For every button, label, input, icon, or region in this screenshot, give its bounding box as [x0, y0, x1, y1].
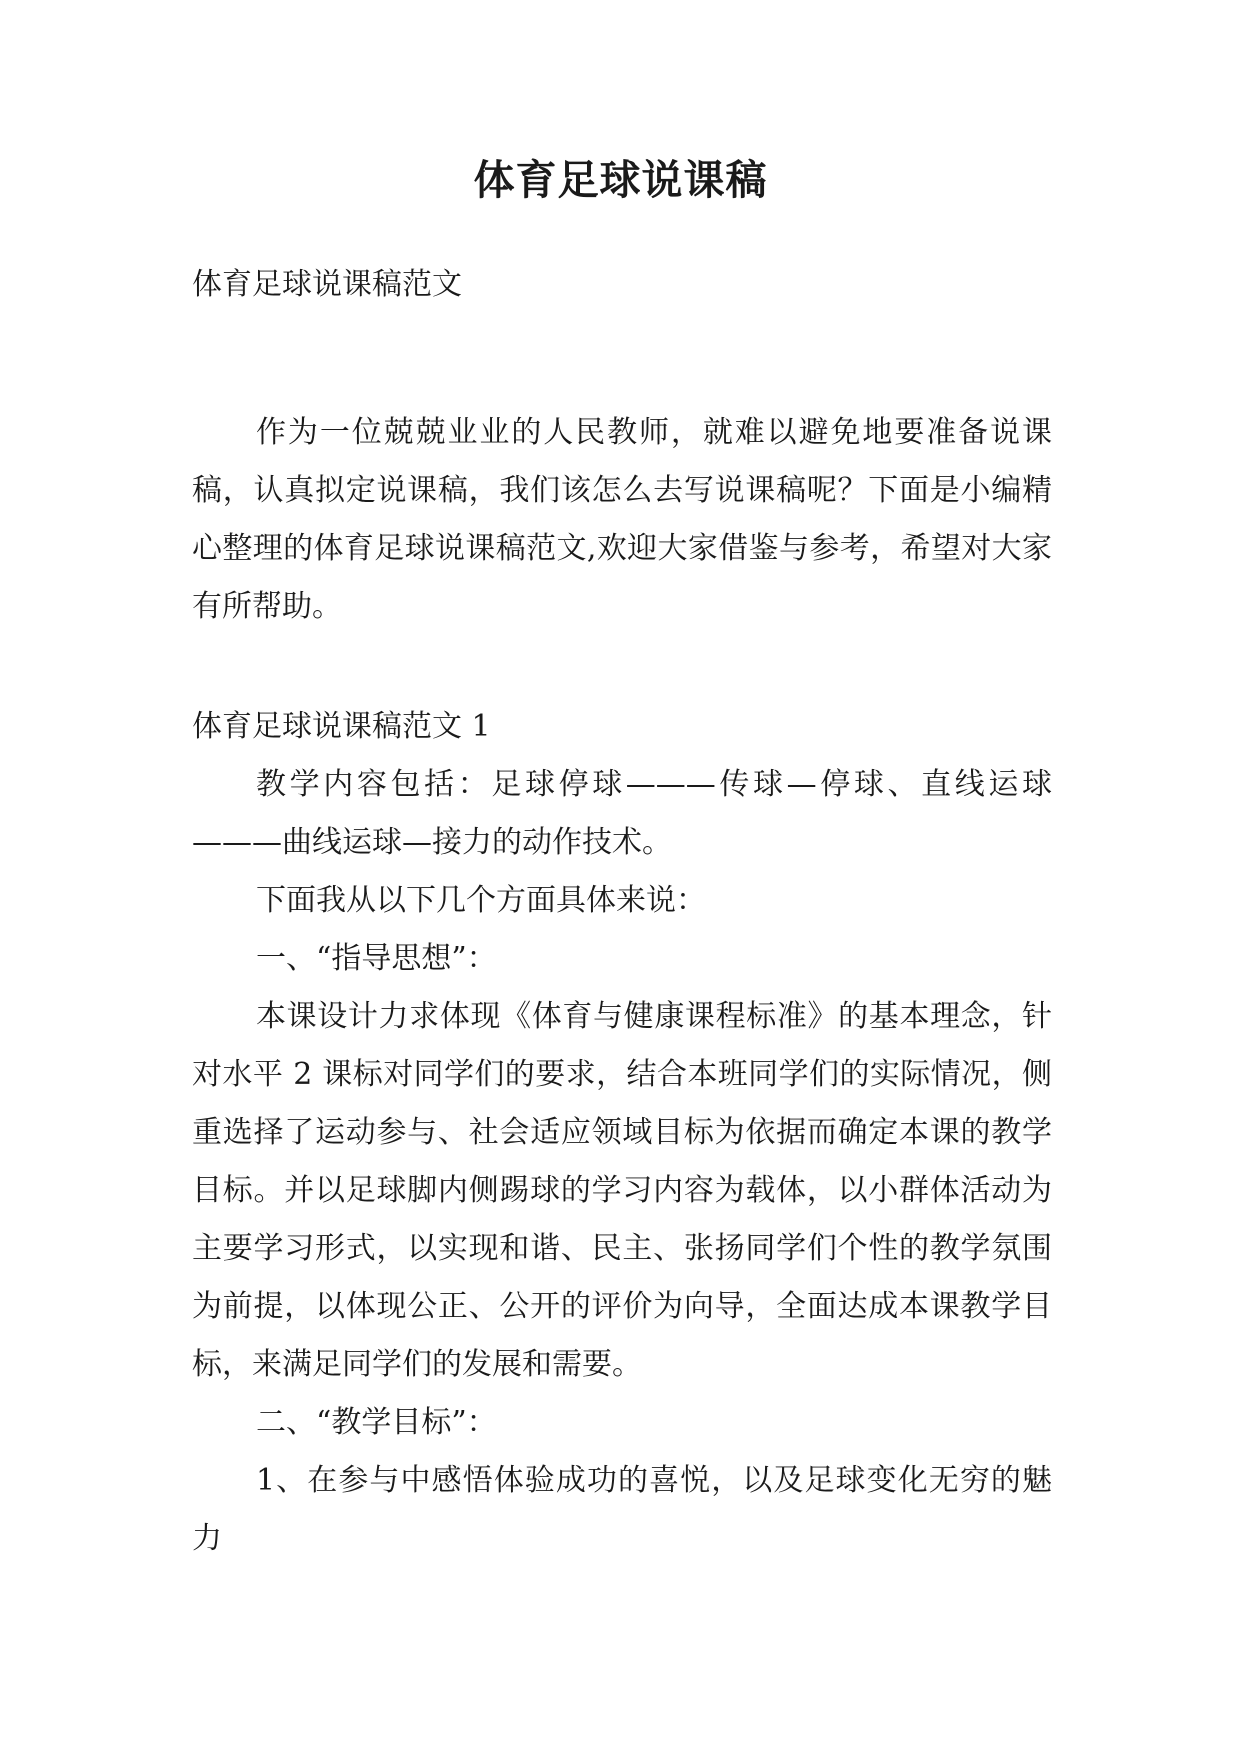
intro-paragraph: 作为一位兢兢业业的人民教师，就难以避免地要准备说课稿，认真拟定说课稿，我们该怎么去写说课稿呢？下面是小编精心整理的体育足球说课稿范文,欢迎大家借鉴与参考，希望对大家有所帮助。 [192, 415, 1052, 624]
section-title: 体育足球说课稿范文 1 [192, 709, 491, 744]
heading-teaching-goals: 二、“教学目标”： [256, 1405, 497, 1440]
document-title: 体育足球说课稿 [473, 156, 768, 204]
paragraph-teaching-content: 教学内容包括：足球停球———传球—停球、直线运球———曲线运球—接力的动作技术。 [192, 767, 1052, 860]
paragraph-guiding-thought: 本课设计力求体现《体育与健康课程标准》的基本理念，针对水平 2 课标对同学们的要求，结合本班同学们的实际情况，侧重选择了运动参与、社会适应领域目标为依据而确定本课的教学目标。并以足球脚内侧踢球的学习内容为载体，以小群体活动为主要学习形式，以实现和谐、民主、张扬同学们个性的教学氛围为前提，以体现公正、公开的评价为向导，全面达成本课教学目标，来满足同学们的发展和需要。 [192, 999, 1052, 1382]
paragraph-overview: 下面我从以下几个方面具体来说： [256, 883, 706, 918]
paragraph-goal-1: 1、在参与中感悟体验成功的喜悦，以及足球变化无穷的魅力 [192, 1463, 1052, 1556]
document-subtitle: 体育足球说课稿范文 [192, 267, 462, 302]
heading-guiding-thought: 一、“指导思想”： [256, 941, 497, 976]
section-content [192, 756, 1052, 1568]
